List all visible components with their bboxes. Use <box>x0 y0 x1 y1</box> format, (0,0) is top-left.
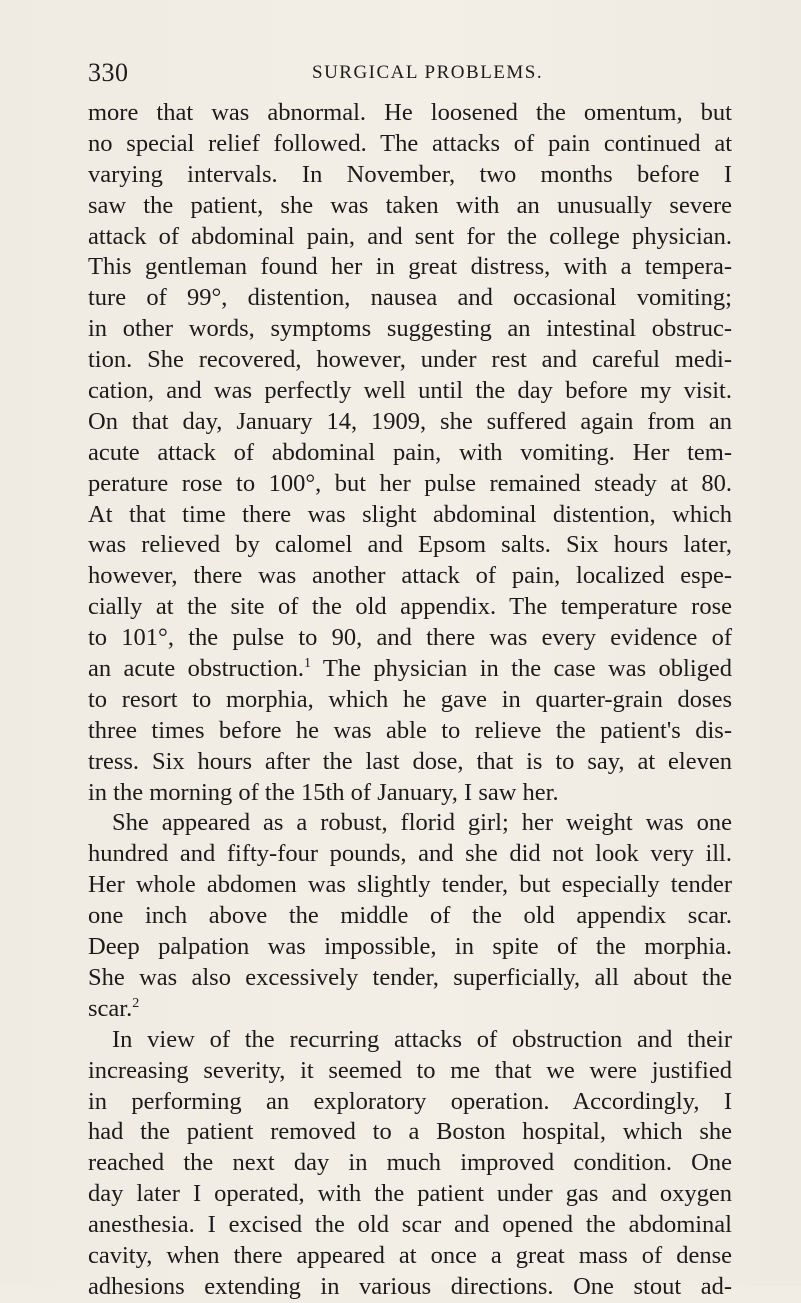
text-line: was relieved by calomel and Epsom salts. Six hours later, <box>88 531 732 559</box>
text-line: She appeared as a robust, florid girl; her weight was one <box>112 809 732 837</box>
footnote-marker: 1 <box>303 656 311 672</box>
text-segment: scar. <box>88 994 133 1022</box>
page-number: 330 <box>88 58 129 87</box>
text-line: cation, and was perfectly well until the day before my visit. <box>88 377 732 405</box>
text-line: tion. She recovered, however, under rest and careful medi- <box>88 346 732 374</box>
text-line: increasing severity, it seemed to me that we were justified <box>88 1056 732 1084</box>
text-line: Deep palpation was impossible, in spite of the morphia. <box>88 933 732 961</box>
text-line: hundred and fifty-four pounds, and she did not look very ill. <box>88 840 732 868</box>
running-head: SURGICAL PROBLEMS. <box>312 62 544 83</box>
text-line: This gentleman found her in great distress, with a tempera- <box>88 253 732 281</box>
text-line: cavity, when there appeared at once a great mass of dense <box>88 1241 732 1269</box>
text-line: At that time there was slight abdominal distention, which <box>88 500 732 528</box>
text-line: had the patient removed to a Boston hospital, which she <box>88 1118 732 1146</box>
text-line: ture of 99°, distention, nausea and occasional vomiting; <box>88 284 732 312</box>
text-line: day later I operated, with the patient under gas and oxygen <box>88 1180 732 1208</box>
text-line: On that day, January 14, 1909, she suffered again from an <box>88 407 732 435</box>
text-line: anesthesia. I excised the old scar and opened the abdominal <box>88 1211 732 1239</box>
text-line: She was also excessively tender, superficially, all about the <box>88 963 732 991</box>
page-header <box>88 58 718 88</box>
text-line: one inch above the middle of the old appendix scar. <box>88 902 732 930</box>
text-line: in other words, symptoms suggesting an intestinal obstruc- <box>88 315 732 343</box>
body-text <box>88 98 732 1303</box>
text-line: adhesions extending in various directions. One stout ad- <box>88 1272 732 1300</box>
text-line: more that was abnormal. He loosened the omentum, but <box>88 99 732 126</box>
text-line: to resort to morphia, which he gave in quarter-grain doses <box>88 685 732 713</box>
text-line: attack of abdominal pain, and sent for the college physician. <box>88 222 732 250</box>
text-line: perature rose to 100°, but her pulse remained steady at 80. <box>88 469 732 497</box>
text-line: varying intervals. In November, two months before I <box>88 160 732 188</box>
text-line: three times before he was able to relieve the patient's dis- <box>88 716 732 744</box>
footnote-marker: 2 <box>132 995 140 1011</box>
text-line: saw the patient, she was taken with an unusually severe <box>88 191 732 219</box>
text-line: to 101°, the pulse to 90, and there was every evidence of <box>88 624 732 652</box>
text-line-with-footnote <box>88 654 732 685</box>
text-line: cially at the site of the old appendix. The temperature rose <box>88 593 732 621</box>
text-line: no special relief followed. The attacks of pain continued at <box>88 129 732 157</box>
text-line: in the morning of the 15th of January, I saw her. <box>88 778 559 806</box>
text-line: however, there was another attack of pain, localized espe- <box>88 562 732 590</box>
text-line: tress. Six hours after the last dose, that is to say, at eleven <box>88 747 732 775</box>
text-line: in performing an exploratory operation. Accordingly, I <box>88 1087 732 1115</box>
text-line: acute attack of abdominal pain, with vomiting. Her tem- <box>88 438 732 466</box>
text-line-with-footnote <box>88 994 732 1025</box>
text-line: In view of the recurring attacks of obstruction and their <box>112 1025 732 1053</box>
text-segment: The physician in the case was obliged <box>310 655 733 683</box>
text-line: reached the next day in much improved condition. One <box>88 1149 732 1177</box>
text-line: Her whole abdomen was slightly tender, but especially tender <box>88 871 732 899</box>
text-segment: an acute obstruction. <box>88 655 304 683</box>
